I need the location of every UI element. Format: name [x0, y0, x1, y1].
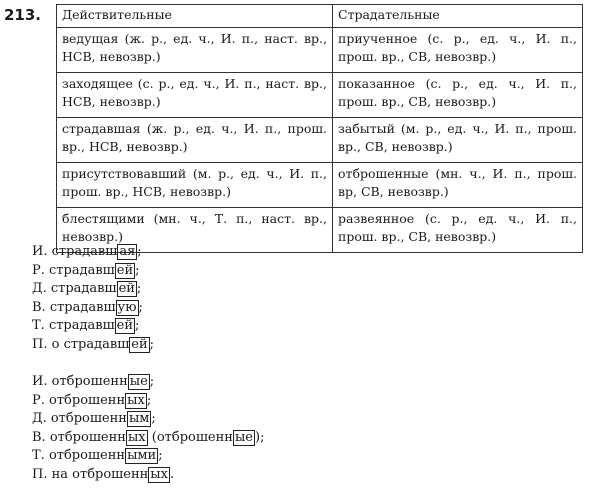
case-label: Д.: [32, 411, 47, 426]
declension-line: [32, 336, 154, 355]
ending-box: ей: [116, 262, 134, 278]
table-cell: заходящее (с. р., ед. ч., И. п., наст. вр., НСВ, невозвр.): [57, 73, 333, 118]
table-cell: отброшенные (мн. ч., И. п., прош. вр, СВ, невозвр.): [333, 163, 583, 208]
punctuation: ;: [149, 336, 155, 352]
punctuation: ;: [137, 244, 142, 259]
exercise-number: 213.: [4, 6, 42, 24]
ending-box: ей: [131, 336, 148, 352]
declension-line: [32, 466, 264, 485]
ending-box: ых: [127, 429, 146, 445]
table-cell: забытый (м. р., ед. ч., И. п., прош. вр., СВ, невозвр.): [333, 118, 583, 163]
ending-box: ым: [128, 411, 150, 426]
case-label: Т.: [32, 448, 45, 463]
punctuation: ;: [138, 299, 143, 315]
punctuation: ;: [149, 374, 155, 389]
case-label: П.: [32, 336, 48, 352]
case-label: В.: [32, 429, 46, 445]
table-header-row: [57, 5, 583, 28]
declension-line: [32, 280, 154, 299]
declension-line: [32, 262, 154, 281]
word-stem: отброшенн: [50, 411, 127, 426]
table-row: [57, 118, 583, 163]
table-cell: показанное (с. р., ед. ч., И. п., прош. вр., СВ, невозвр.): [333, 73, 583, 118]
ending-box: ей: [116, 318, 134, 333]
header-passive: Страдательные: [333, 5, 583, 28]
punctuation: .: [169, 466, 175, 482]
word-stem: отброшенн: [48, 448, 126, 463]
declension-list-stradavshaya: [32, 243, 154, 354]
declension-line: [32, 243, 154, 262]
case-label: Р.: [32, 392, 45, 408]
punctuation: ;: [151, 411, 156, 426]
punctuation: ;: [135, 318, 140, 333]
table-row: [57, 163, 583, 208]
word-stem-alt: отброшенн: [156, 429, 233, 445]
case-label: И.: [32, 374, 48, 389]
punctuation: ;: [136, 281, 142, 296]
case-label: П.: [32, 466, 48, 482]
word-stem: страдавш: [51, 244, 118, 259]
word-stem: страдавш: [50, 281, 117, 296]
case-label: В.: [32, 299, 46, 315]
declension-line: [32, 447, 264, 466]
punctuation: (: [147, 429, 157, 445]
ending-box: ая: [119, 244, 136, 259]
ending-box: ые: [129, 374, 148, 389]
table-cell: развеянное (с. р., ед. ч., И. п., прош. вр., СВ, невозвр.): [333, 208, 583, 253]
declension-line: [32, 299, 154, 318]
table-cell: присутствовавший (м. р., ед. ч., И. п., прош. вр., НСВ, невозвр.): [57, 163, 333, 208]
table-cell: ведущая (ж. р., ед. ч., И. п., наст. вр., НСВ, невозвр.): [57, 28, 333, 73]
ending-box: ую: [117, 299, 137, 315]
case-label: И.: [32, 244, 48, 259]
declension-line: [32, 410, 264, 429]
declension-line: [32, 429, 264, 448]
declension-line: [32, 317, 154, 336]
word-stem: страдавш: [48, 318, 115, 333]
word-stem: страдавш: [49, 299, 116, 315]
declension-line: [32, 392, 264, 411]
word-stem: о страдавш: [51, 336, 130, 352]
ending-box-alt: ые: [234, 429, 253, 445]
word-stem: отброшенн: [51, 374, 128, 389]
ending-box: ей: [118, 281, 135, 296]
participles-table: [56, 4, 583, 253]
punctuation: );: [255, 429, 265, 445]
header-active: Действительные: [57, 5, 333, 28]
case-label: Т.: [32, 318, 45, 333]
declension-line: [32, 373, 264, 392]
case-label: Д.: [32, 281, 47, 296]
punctuation: ;: [135, 262, 140, 278]
word-stem: страдавш: [49, 262, 115, 278]
table-row: [57, 28, 583, 73]
ending-box: ыми: [127, 448, 157, 463]
table-cell: страдавшая (ж. р., ед. ч., И. п., прош. вр., НСВ, невозвр.): [57, 118, 333, 163]
table-row: [57, 73, 583, 118]
word-stem: отброшенн: [49, 392, 126, 408]
case-label: Р.: [32, 262, 45, 278]
word-stem: отброшенн: [49, 429, 126, 445]
punctuation: ;: [146, 392, 152, 408]
word-stem: на отброшенн: [51, 466, 149, 482]
punctuation: ;: [158, 448, 163, 463]
declension-list-otbroshennye: [32, 373, 264, 484]
ending-box: ых: [150, 466, 168, 482]
ending-box: ых: [127, 392, 145, 408]
table-cell: приученное (с. р., ед. ч., И. п., прош. вр., СВ, невозвр.): [333, 28, 583, 73]
table-cell: блестящими (мн. ч., Т. п., наст. вр., невозвр.): [57, 208, 333, 253]
